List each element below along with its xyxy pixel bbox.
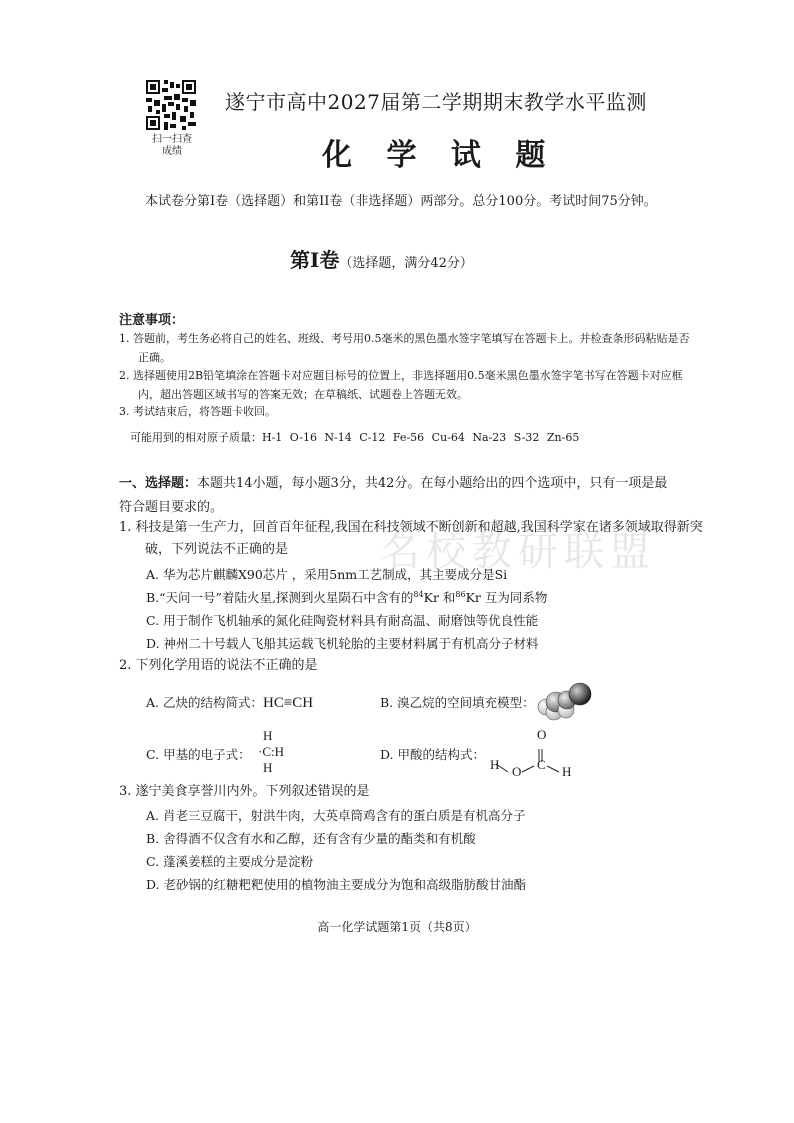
q2-option-b: B. 溴乙烷的空间填充模型： — [380, 695, 535, 710]
methyl-h-bottom: H — [263, 760, 273, 775]
atomic-masses: 可能用到的相对原子质量：H-1 O-16 N-14 C-12 Fe-56 Cu-64 Na-23 S-32 Zn-65 — [130, 431, 580, 444]
q3-option-c: C. 蓬溪姜糕的主要成分是淀粉 — [146, 854, 314, 869]
exam-title: 遂宁市高中2027届第二学期期末教学水平监测 — [225, 90, 647, 114]
watermark: 名校教研联盟 — [380, 529, 656, 575]
q3-option-b: B. 舍得酒不仅含有水和乙醇，还有含有少量的酯类和有机酸 — [146, 831, 476, 846]
q1-option-a: A. 华为芯片麒麟X90芯片 ，采用5nm工艺制成，其主要成分是Si — [146, 567, 508, 582]
question-3-stem: 3. 遂宁美食享誉川内外。下列叙述错误的是 — [119, 784, 370, 799]
note-item: 1. 答题前，考生务必将自己的姓名、班级、考号用0.5毫米的黑色墨水签字笔填写在答题卡上。并检查条形码粘贴是否正确。 — [119, 332, 690, 364]
volume-note: （选择题，满分42分） — [339, 256, 473, 271]
methyl-center: ·C:H — [258, 744, 284, 759]
formic-c: C — [537, 757, 546, 772]
question-1-stem: 1. 科技是第一生产力，回首百年征程,我国在科技领域不断创新和超越,我国科学家在诸多领域取得新突破，下列说法不正确的是 — [119, 520, 703, 557]
q1-option-c: C. 用于制作飞机轴承的氮化硅陶瓷材料具有耐高温、耐磨蚀等优良性能 — [146, 613, 539, 628]
note-item: 3. 考试结束后，将答题卡收回。 — [119, 405, 276, 418]
q1-b-mid: Kr 和 — [423, 590, 456, 605]
acetylene-formula: HC≡CH — [262, 695, 314, 711]
isotope-mass-86: 86 — [455, 589, 466, 599]
subject-title: 化 学 试 题 — [322, 138, 558, 173]
q3-option-d: D. 老砂锅的红糖粑粑使用的植物油主要成分为饱和高级脂肪酸甘油酯 — [146, 877, 527, 892]
q1-b-pre: B.“天问一号”着陆火星,探测到火星陨石中含有的 — [146, 590, 414, 605]
formic-h-left: H — [490, 757, 500, 772]
note-item: 2. 选择题使用2B铅笔填涂在答题卡对应题目标号的位置上，非选择题用0.5毫米黑色墨水签字笔书写在答题卡对应框内，超出答题区域书写的答案无效；在草稿纸、试题卷上答题无效。 — [119, 369, 683, 401]
formic-h-right: H — [562, 764, 572, 779]
q2-option-c: C. 甲基的电子式： — [146, 747, 251, 762]
formic-o-top: O — [537, 727, 547, 742]
q2-option-a — [146, 693, 313, 712]
bromoethane-space-filling-model-icon — [536, 681, 592, 723]
notes-heading: 注意事项： — [119, 313, 185, 328]
section-text: 本题共14小题，每小题3分，共42分。在每小题给出的四个选项中，只有一项是最符合题目要求的。 — [119, 476, 668, 515]
qr-caption: 扫一扫查成绩 — [152, 134, 192, 157]
qr-code-icon[interactable] — [146, 80, 196, 130]
methyl-h-top: H — [263, 728, 273, 743]
q1-b-post: Kr 互为同系物 — [465, 590, 548, 605]
section-label: 一、选择题： — [119, 476, 198, 491]
volume-title: 第Ⅰ卷 — [290, 248, 340, 272]
q1-option-b — [146, 588, 547, 606]
q1-option-d: D. 神州二十号载人飞船其运载飞机轮胎的主要材料属于有机高分子材料 — [146, 636, 539, 651]
formic-o-left: O — [512, 764, 522, 779]
section-heading — [119, 472, 679, 520]
q2-option-d: D. 甲酸的结构式： — [380, 747, 486, 762]
q3-option-a: A. 肖老三豆腐干，射洪牛肉，大英卓筒鸡含有的蛋白质是有机高分子 — [146, 808, 526, 823]
question-2-stem: 2. 下列化学用语的说法不正确的是 — [119, 658, 318, 673]
volume-heading — [290, 244, 473, 273]
isotope-mass-84: 84 — [413, 589, 424, 599]
intro-paragraph: 本试卷分第Ⅰ卷（选择题）和第II卷（非选择题）两部分。总分100分。考试时间75分钟。 — [145, 194, 657, 209]
page-footer: 高一化学试题第1页（共8页） — [317, 920, 477, 934]
q2-a-label: A. 乙炔的结构简式： — [146, 695, 263, 710]
